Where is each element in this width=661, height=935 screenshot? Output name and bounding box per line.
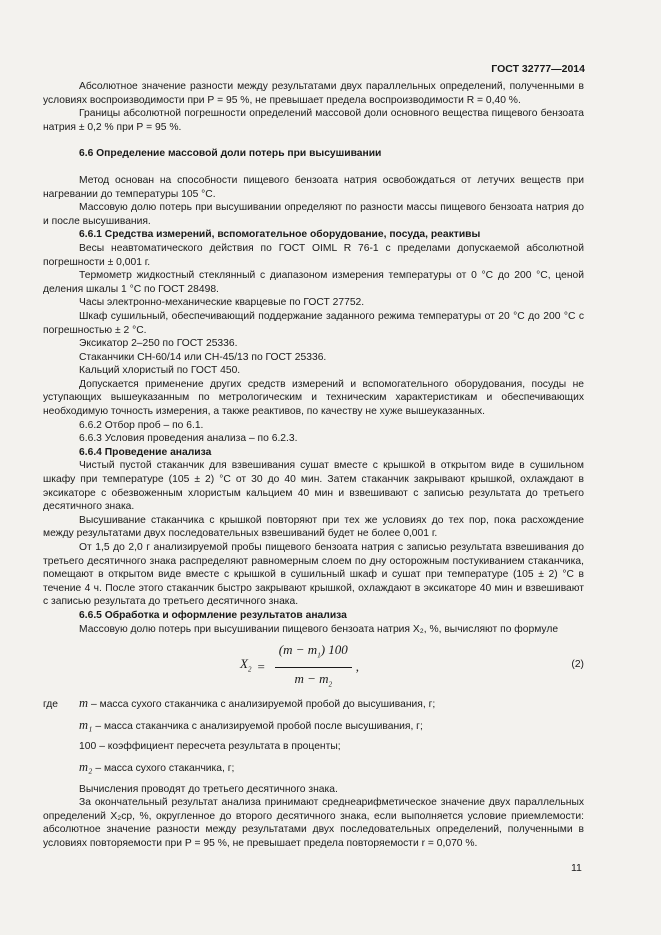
legend-symbol: 100 [79,741,97,753]
formula-fraction [275,642,352,692]
section-heading-6-6-4: 6.6.4 Проведение анализа [79,446,212,458]
legend-symbol: m₂ [79,759,93,774]
paragraph-sampling: 6.6.2 Отбор проб – по 6.1. [79,419,204,431]
paragraph-calcium-chloride: Кальций хлористый по ГОСТ 450. [79,365,241,377]
document-header: ГОСТ 32777—2014 [491,63,585,75]
document-body [43,80,584,851]
legend-text: – масса сухого стаканчика, г; [95,762,235,774]
paragraph-error-limits: Границы абсолютной погрешности определений массовой доли основного вещества пищевого бензоата натрия ± 0,2 % при Р = 95 %. [43,108,584,133]
paragraph-method: Метод основан на способности пищевого бензоата натрия освобождаться от летучих веществ при нагревании до температуры 105 °С. [43,174,584,200]
paragraph-beaker-drying: Чистый пустой стаканчик для взвешивания сушат вместе с крышкой в открытом виде в сушильном шкафу при температуре (105 ± 2) °С от 30 до 40 мин. Затем стаканчик закрывают крышкой, охлаждают в эксикаторе с обезвоженным хлористым кальцием 40 мин и взвешивают с записью результата до третьего десятичного знака. [43,460,584,513]
page-number: 11 [571,862,582,874]
paragraph-mass-fraction: Массовую долю потерь при высушивании определяют по разности массы пищевого бензоата натрия до и после высушивания. [43,202,584,227]
paragraph-drying-oven: Шкаф сушильный, обеспечивающий поддержание заданного режима температуры от 20 °С до 200 °С с погрешностью ± 2 °С. [43,310,584,336]
section-heading-6-6-5: 6.6.5 Обработка и оформление результатов анализа [79,609,347,621]
section-heading-6-6-1: 6.6.1 Средства измерений, вспомогательное оборудование, посуда, реактивы [79,229,481,241]
paragraph-thermometer: Термометр жидкостный стеклянный с диапазоном измерения температуры от 0 °С до 200 °С, ценой деления шкалы 1 °С по ГОСТ 28498. [43,270,584,295]
legend-symbol: m₁ [79,717,93,732]
formula-lhs: $X_2$ [240,656,252,674]
paragraph-clock: Часы электронно-механические кварцевые по ГОСТ 27752. [79,297,365,309]
paragraph-alternatives: Допускается применение других средств измерений и вспомогательного оборудования, посуды не уступающих вышеуказанным по метрологическим и техническим характеристикам и обеспечивающих необходимую точность измерения, а также реактивов, по качеству не хуже вышеуказанных. [43,378,584,418]
paragraph-formula-intro: Массовую долю потерь при высушивании пищевого бензоата натрия X₂, %, вычисляют по формуле [79,623,559,635]
formula-block [43,642,584,692]
formula-equals: = [257,659,265,675]
paragraph-sample-drying: От 1,5 до 2,0 г анализируемой пробы пищевого бензоата натрия с записью результата взвешивания до третьего десятичного знака распределяют равномерным слоем по дну осторожным постукиванием стаканчика, помещают в открытом виде вместе с крышкой в сушильный шкаф и сушат при температуре (105 ± 2) °С в течение 4 ч. После этого стаканчик быстро закрывают крышкой, охлаждают в эксикаторе 40 мин и взвешивают с записью результата до третьего десятичного знака. [43,542,584,608]
paragraph-repeat-drying: Высушивание стаканчика с крышкой повторяют при тех же условиях до тех пор, пока расхождение между результатами двух последовательных взвешиваний будет не более 0,001 г. [43,514,584,540]
legend-text: – масса стаканчика с анализируемой пробой после высушивания, г; [95,720,423,732]
legend-symbol: m [79,696,89,711]
formula [240,642,359,692]
paragraph-precision: Вычисления проводят до третьего десятичного знака. [79,783,338,795]
formula-legend [43,697,584,775]
paragraph-final-result: За окончательный результат анализа принимают среднеарифметическое значение двух параллельных определений X₂ср, %, округленное до второго десятичного знака, если выполняется условие приемлемости: абсолютное значение разности между результатами двух последовательных определений, полученными в условиях повторяемости при Р = 95 %, не превышает предела повторяемости r = 0,070 %. [43,797,584,849]
paragraph-conditions: 6.6.3 Условия проведения анализа – по 6.2.3. [79,433,298,445]
formula-comma: , [355,659,360,675]
formula-denominator: $m - m_2$ [294,670,333,689]
paragraph-scales: Весы неавтоматического действия по ГОСТ OIML R 76-1 с пределами допускаемой абсолютной погрешности ± 0,001 г. [43,242,584,268]
legend-row [43,740,584,754]
equation-number: (2) [571,659,584,671]
paragraph-reproducibility: Абсолютное значение разности между результатами двух параллельных определений, полученными в условиях воспроизводимости при Р = 95 %, не превышает предела воспроизводимости R = 0,40 %. [43,81,584,106]
legend-text: – коэффициент пересчета результата в проценты; [99,741,341,753]
legend-row [43,761,584,776]
legend-row [43,719,584,734]
legend-where: где [43,699,59,711]
paragraph-beakers: Стаканчики СН-60/14 или СН-45/13 по ГОСТ 25336. [79,351,327,363]
paragraph-desiccator: Эксикатор 2–250 по ГОСТ 25336. [79,338,238,350]
legend-text: – масса сухого стаканчика с анализируемой пробой до высушивания, г; [91,699,436,711]
legend-row [43,697,584,712]
section-heading-6-6: 6.6 Определение массовой доли потерь при высушивании [79,148,382,160]
formula-numerator: $(m - m_1)$ 100 [275,642,352,668]
